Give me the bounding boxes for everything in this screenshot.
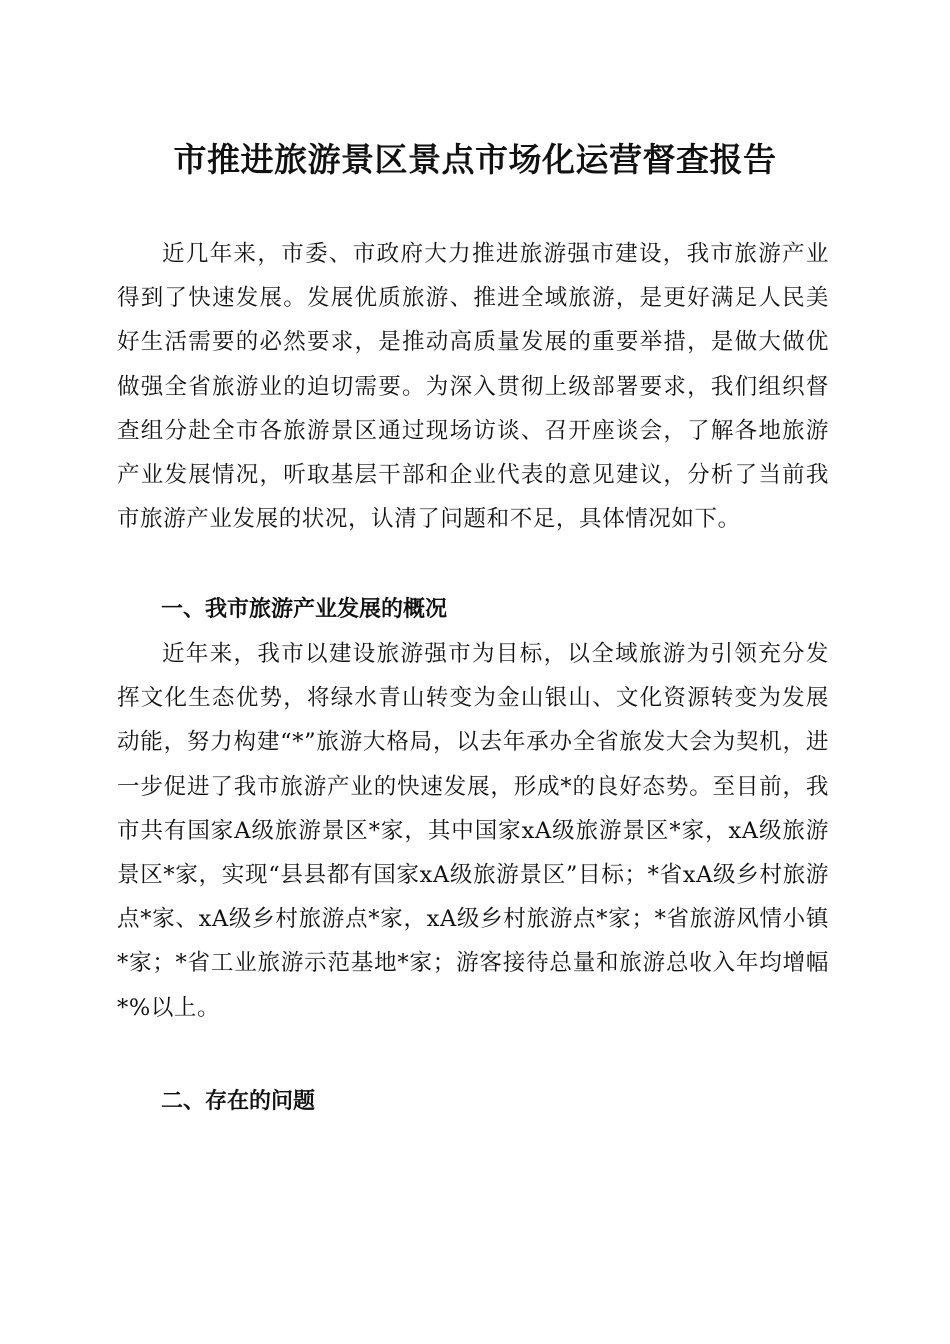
document-title: 市推进旅游景区景点市场化运营督查报告 — [173, 140, 777, 179]
section-heading-problems: 二、存在的问题 — [161, 1089, 316, 1114]
intro-paragraph: 近几年来，市委、市政府大力推进旅游强市建设，我市旅游产业得到了快速发展。发展优质旅游、推进全域旅游，是更好满足人民美好生活需要的必然要求，是推动高质量发展的重要举措，是做大做优做强全省旅游业的迫切需要。为深入贯彻上级部署要求，我们组织督查组分赴全市各旅游景区通过现场访谈、召开座谈会，了解各地旅游产业发展情况，听取基层干部和企业代表的意见建议，分析了当前我市旅游产业发展的状况，认清了问题和不足，具体情况如下。 — [117, 241, 829, 533]
overview-paragraph: 近年来，我市以建设旅游强市为目标，以全域旅游为引领充分发挥文化生态优势，将绿水青山转变为金山银山、文化资源转变为发展动能，努力构建“*”旅游大格局，以去年承办全省旅发大会为契机，进一步促进了我市旅游产业的快速发展，形成*的良好态势。至目前，我市共有国家A级旅游景区*家，其中国家xA级旅游景区*家，xA级旅游景区*家，实现“县县都有国家xA级旅游景区”目标；*省xA级乡村旅游点*家、xA级乡村旅游点*家，xA级乡村旅游点*家；*省旅游风情小镇*家；*省工业旅游示范基地*家；游客接待总量和旅游总收入年均增幅*%以上。 — [117, 641, 829, 1021]
section-heading-overview: 一、我市旅游产业发展的概况 — [161, 597, 448, 622]
